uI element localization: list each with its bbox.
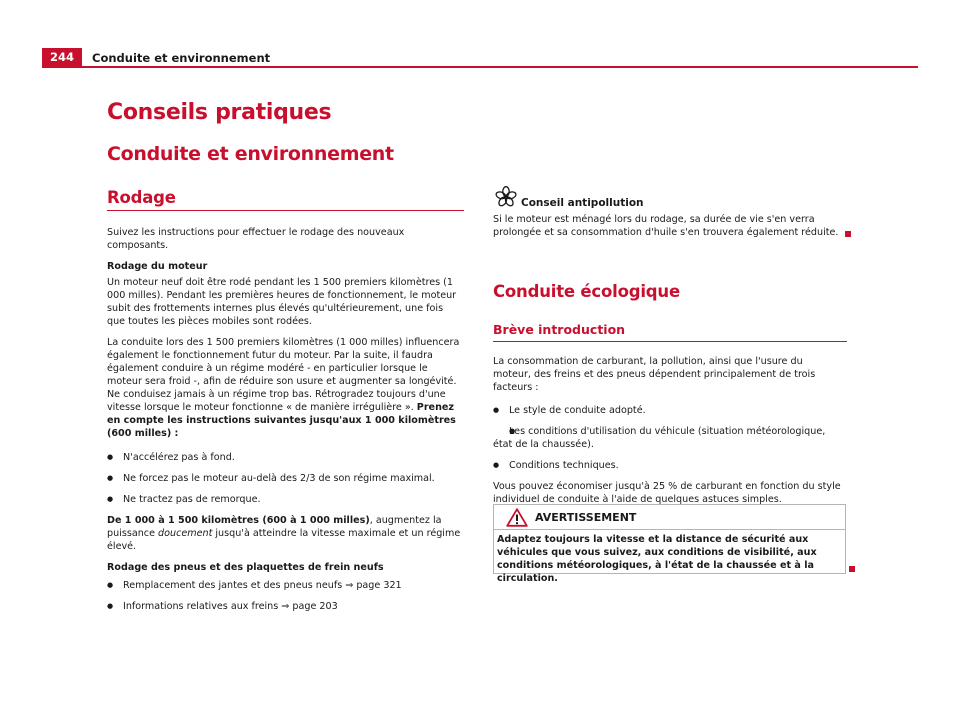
warning-box: [493, 504, 846, 584]
antipollution-heading: Conseil antipollution: [521, 197, 644, 209]
end-marker: [849, 566, 855, 572]
rodage-p3-bold: De 1 000 à 1 500 kilomètres (600 à 1 000 milles): [107, 515, 370, 526]
eco-intro: La consommation de carburant, la pollution, ainsi que l'usure du moteur, des freins et des pneus dépendent principalement de trois facteurs :: [493, 356, 816, 393]
rodage-heading: Rodage: [107, 188, 176, 207]
list-item: ● Remplacement des jantes et des pneus neufs ⇒ page 321: [107, 579, 462, 592]
rodage-moteur-heading: Rodage du moteur: [107, 261, 208, 272]
list-item: ● Conditions techniques.: [493, 459, 843, 472]
antipollution-text: Si le moteur est ménagé lors du rodage, sa durée de vie s'en verra prolongée et sa consommation d'huile s'en trouvera également réduite.: [493, 214, 839, 238]
warning-text: Adaptez toujours la vitesse et la distance de sécurité aux véhicules que vous suivez, aux conditions de visibilité, aux conditions météorologiques, à l'état de la chaussée et à la circulation.: [497, 534, 817, 584]
flower-icon: [494, 185, 518, 209]
eco-column: [493, 355, 843, 514]
running-title: Conduite et environnement: [92, 51, 271, 65]
warning-title: AVERTISSEMENT: [535, 511, 637, 524]
rodage-intro: Suivez les instructions pour effectuer le rodage des nouveaux composants.: [107, 227, 405, 251]
list-item: ● Le style de conduite adopté.: [493, 404, 843, 417]
header-rule: [42, 66, 918, 68]
list-item: ● Informations relatives aux freins ⇒ page 203: [107, 600, 462, 613]
section-title: Conduite et environnement: [107, 143, 394, 165]
rodage-column: [107, 226, 462, 621]
rodage-p3-italic: doucement: [158, 528, 213, 539]
rodage-pneus-heading: Rodage des pneus et des plaquettes de frein neufs: [107, 562, 384, 573]
rodage-p3-text-b: jusqu'à atteindre la vitesse maximale et un régime élevé.: [107, 528, 461, 552]
warning-triangle-icon: [506, 508, 528, 527]
list-item: ● Ne forcez pas le moteur au-delà des 2/3 de son régime maximal.: [107, 472, 462, 485]
rodage-paragraph-1: Un moteur neuf doit être rodé pendant les 1 500 premiers kilomètres (1 000 milles). Pendant les premières heures de fonctionnement, le moteur subit des frottements internes plus élevés qu'ultérieurement, une fois que toutes les pièces mobiles sont rodées.: [107, 277, 457, 327]
list-item: ● Ne tractez pas de remorque.: [107, 493, 462, 506]
rodage-p2-text: La conduite lors des 1 500 premiers kilomètres (1 000 milles) influencera également le fonctionnement futur du moteur. Par la suite, il faudra également conduire à un régime modéré - en particulier lorsque le moteur sera froid -, afin de réduire son usure et augmenter sa longévité. Ne conduisez jamais à un régime trop bas. Rétrogradez toujours d'une vitesse lorsque le moteur fonctionne « de manière irrégulière ».: [107, 337, 460, 413]
list-item: ● Les conditions d'utilisation du véhicule (situation météorologique, état de la chaussée).: [493, 425, 843, 451]
end-marker: [845, 231, 851, 237]
warning-header: [494, 505, 845, 530]
rodage-p2-bold: Prenez en compte les instructions suivantes jusqu'aux 1 000 kilomètres (600 milles) :: [107, 402, 456, 439]
chapter-title: Conseils pratiques: [107, 100, 332, 125]
eco-heading: Conduite écologique: [493, 282, 680, 301]
list-item: ● N'accélérez pas à fond.: [107, 451, 462, 464]
rodage-p3-text-a: , augmentez la puissance: [107, 515, 442, 539]
page-number: 244: [42, 48, 82, 67]
eco-outro: Vous pouvez économiser jusqu'à 25 % de carburant en fonction du style individuel de conduite à l'aide de quelques astuces simples.: [493, 481, 841, 505]
eco-subheading: Brève introduction: [493, 322, 626, 337]
rodage-rule: [107, 210, 464, 211]
rodage-paragraph-3: [107, 514, 462, 553]
eco-rule: [493, 341, 847, 342]
rodage-paragraph-2: [107, 336, 462, 440]
